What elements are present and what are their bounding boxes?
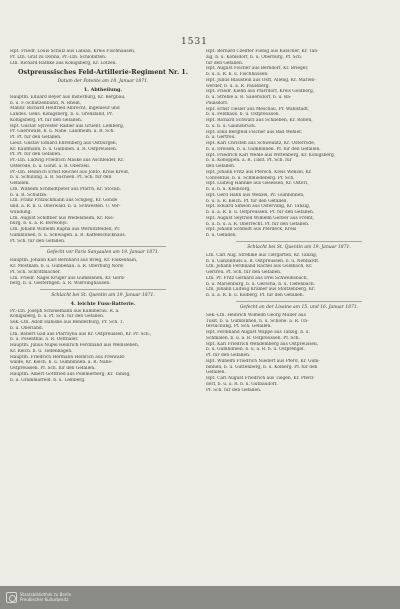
library-logo-icon	[6, 592, 17, 603]
text-line: b. u. Dreisen, b. u. Gumbinnen. Pf. für den Gefallen.	[206, 146, 321, 152]
text-line: Hpt. Karl Friedrich Wendemberg aus Ostpreussen,	[206, 341, 319, 347]
text-line: Pf. Pf. für den Gefallen.	[10, 152, 62, 158]
text-line: Hpt. Gustav Sylvester Radler aus Gruent. Lemberg,	[10, 123, 125, 129]
text-line: Sek.-Ltn. Heinrich Wilhelm Georg Müller aus	[206, 312, 306, 318]
text-line: Ltn. Robert Gad aus Pfarrzyna aus Kr. Ostpreussen, Kr. Pr. Sch.,	[10, 331, 152, 337]
text-line: b. u. a. R. b. u. Ostpreussen. Pf. für den Gefallen.	[206, 210, 315, 215]
text-line: walde, Kr. Kelch. b. u. Gumbinnen. a. R. Nähe-	[10, 360, 113, 366]
divider	[236, 241, 362, 242]
text-line: Lieut. Gustav Eduard Ehrenberg aus Ostburgen,	[10, 140, 118, 146]
text-line: Ltn. Richard Rathke aus Königsberg, Kr. Lötzen.	[10, 60, 117, 66]
text-line: Hpt. Bernard Czeiffer Fiebig aus Katscher, Kr. Tan-	[206, 49, 319, 54]
text-line: Ostpreussen. Pf. Sch. für den Gefallen.	[10, 366, 96, 371]
text-line: b. u. R. Schultze.	[10, 192, 48, 198]
text-line: b. u. b. u. Kleinsorg.	[206, 187, 251, 192]
regiment-heading: Ostpreussisches Feld-Artillerie-Regiment Nr. 1.	[18, 68, 188, 77]
text-line: berg, b. u. Gesterngen. a. R. Wiersinghausen.	[10, 281, 111, 287]
divider	[40, 246, 166, 247]
text-line: binnen, b. u. Guttenberg, b. u. Kolberg. Pf. für den	[206, 364, 318, 370]
text-line: b. u. F.-Schützenbund, N. Rhein,	[10, 100, 82, 106]
left-entries-top	[10, 49, 196, 66]
text-line: b. u. Gefallen.	[206, 233, 237, 238]
text-line: Pf. Sch. Schrittmacher.	[10, 269, 61, 275]
text-line: b. u. a. R. b. u. Kolberg. Pf. für den Gefallen.	[206, 293, 304, 298]
text-line: dorf, b. u. a. R. b. u. Gutbaudorf.	[206, 381, 278, 387]
text-line: Hpt. Gerd Hahn aus Wenzel, Pr. Gumbinnen,	[206, 192, 305, 198]
text-line: Pr. Gaerswald, b. u. Nähe. Landheim. a. R. Sch.	[10, 129, 115, 135]
text-line: b. u. Gertreu.	[206, 135, 236, 141]
text-line: Paulsdorf.	[206, 100, 229, 106]
text-line: Hpt. Johann Fritz aus Pfersch, Kreis Wenzel, Kr.	[206, 169, 312, 175]
text-line: b. u. b. u. a. R. Oberrecht. Pf. für den Gefallen.	[206, 221, 310, 227]
text-line: Ltn. Johann Wilhelm Rapha aus Wernitzfelden, Pr.	[10, 227, 121, 232]
section-note-3: Schlacht bei St. Quentin am 19. Januar 1871.	[51, 293, 155, 298]
text-line: Pf. Pf. für den Gefallen.	[10, 135, 62, 140]
text-line: b. u. Konoppen. a. R. Tilsit. Pf. Sch. für	[206, 158, 292, 164]
text-line: Pr.-Ltn. Ludwig Friedrich Maske aus Aschfeider, Kr.	[10, 158, 125, 163]
left-entries-3	[10, 309, 196, 384]
text-line: b. u. Strehle a. R. Sauersdorf, b. u. Ba-	[206, 95, 292, 100]
left-column	[10, 49, 196, 383]
text-line: b. u. Ganzinfluss a. R. Ostpreussen. b. u. Nehhardt.	[206, 258, 320, 264]
text-line: Hpt. Johann Schmidt aus Pferdeck, Kreis	[206, 227, 297, 233]
text-line: zig, b. u. Kohlsdorf, b. u. Oberburg. Pf. Sch.	[206, 54, 303, 60]
text-line: Tilsit, b. u. Gumbinnen, b. u. Schöne. a. R. Un-	[206, 318, 309, 324]
text-line: b. u. Marienburg, b. u. Gerscha, b. u. Tiefenbach.	[206, 281, 316, 287]
divider	[236, 301, 362, 302]
text-line: Hpt. August Fischer aus Berndorf, Kr. Brieger,	[206, 66, 309, 72]
text-line: Ltn. Friedr. Nagel Krüger aus Gumbinnen, Kr. Gerd-	[10, 275, 126, 281]
text-line: Ltn. Carl Aug. Strehlke aus Tiergarten, Kr. Tanzig,	[206, 252, 318, 258]
subheading-1: 1. Abtheilung.	[83, 87, 123, 94]
text-line: Hpt. Friedr. Louis Schulz aus Labiau, Kreis Fischhausen,	[10, 49, 136, 54]
text-line: Hpt. Ferdinand August Wappe aus Tanzig, b. u.	[206, 330, 310, 335]
text-line: Hpt. August Seyfried Wilhelm Gerber aus Fremt,	[206, 215, 315, 221]
text-line: burg, b. u. a. R. Borwonyi.	[10, 221, 68, 227]
text-line: Landes. Gens. Königsberg, b. u. Grenzland, Pr.	[10, 112, 113, 117]
text-line: Hauptm. Julius Nupel Heinrich Ferdinand aus Weinsleben,	[10, 343, 140, 348]
right-entries-1	[206, 49, 392, 239]
text-line: Hauptm. Johann Karl Bernhard aus Brieg, Kr. Falkenhain,	[10, 258, 138, 264]
text-line: Ltn. Wilhelm Schmidtpeter aus Pfarrh, Kr. Stockh.	[10, 186, 121, 192]
footer-line-2: Preußischer Kulturbesitz	[20, 597, 69, 602]
text-line: Pr. Ltn. Graf zu Dohna, Pr.-Ltn. Schlobitten.	[10, 54, 107, 60]
text-line: Königsberg, Pf. für den Gefallen.	[10, 117, 83, 123]
text-line: Ltn. Johann Ludwig Kramer aus Stoltzenberg, Kr.	[206, 287, 316, 293]
text-line: Gefallen.	[206, 370, 226, 376]
text-line: b. u. b. u. Gaunsbrück.	[206, 123, 257, 129]
text-line: Pr.-Ltn. Joseph Schönemann aus Kummerau. R. a.	[10, 308, 120, 314]
text-line: Hpt. Friedrich Karl Wehle aus Wittenberg, Kr. Königsberg,	[206, 152, 336, 158]
text-line: Hpt. Julius Blaustein aus Ostt, Alleng, Kr. Marien-	[206, 77, 316, 83]
text-line: für den Gefallen.	[206, 60, 244, 66]
text-line: werder, b. u. a. R. Paulsberg.	[206, 83, 270, 89]
text-line: Pr.-Ltn. Heinrich Ernst Reichel aus Jonto, Kreis Kreut,	[10, 169, 130, 175]
section-note-5: Gefecht an der Lisaine am 15. und 16. Januar 1871.	[239, 304, 359, 310]
text-line: Kr. Kelch. b. u. Tiefenhagen.	[10, 348, 73, 354]
text-line: Hauptm. Albert Gottfried aus Pommerberg, Kr. Tanzig,	[10, 371, 131, 377]
text-line: wundung.	[10, 209, 32, 215]
text-line: Pf. für den Gefallen.	[206, 353, 251, 358]
text-line: b. u. Oberland.	[10, 325, 44, 331]
text-line: Osterode, b. u. Gonit. a. R. Oberzell.	[10, 163, 91, 169]
text-line: Hpt. Ernst Tiesler aus Meschau, Pr. Wahlstadt,	[206, 106, 310, 112]
text-line: Ltn. Johann Ferdinand Rachel aus Goldbach, Kr.	[206, 264, 313, 270]
section-note-1: Datum der Patente am 18. Januar 1871.	[57, 79, 149, 85]
text-line: den Gefallen.	[206, 164, 236, 169]
right-column	[206, 49, 392, 393]
text-line: Gefallen.	[10, 181, 30, 186]
text-line: Pf. Sch. für den Gefallen.	[10, 238, 66, 244]
text-line: Hpt. Karl Christen aus Schweinitz, Kr. Osterrode,	[206, 141, 316, 146]
text-line: und. a. R. b. u. Oberwald. b. u. Schwesten. U. Ver-	[10, 204, 121, 209]
text-line: Kr. Mostkam. b. u. Gubbenau. a. R. Oberburg Nord-	[10, 264, 125, 269]
text-line: Königsberg, b. u. Pf. Sch. für den Gefallen.	[10, 314, 105, 320]
right-entries-3	[206, 313, 392, 394]
text-line: b. u. Posenthal. a. R. Ostthaler.	[10, 337, 79, 343]
subheading-2: 4. leichte Fuss-Batterie.	[70, 301, 136, 307]
text-line: Kr. Kaufmann, b. u. Gulbinen. a. R. Ostpreussen.	[10, 146, 118, 152]
text-line: Conventus, b. u. Schmiedeberg. Pf. Sch.	[206, 175, 295, 181]
text-line: Schmalen, b. u. a. R. Ostpreussen. Pf. Sch.	[206, 335, 300, 341]
text-line: Hpt. Friedr. Kiehn aus Pfarrdorf, Kreis Goldberg,	[206, 89, 315, 95]
text-line: b. u. a. R. b. u. Fischhausen.	[206, 72, 269, 77]
text-line: Hpt. Ludwig Hahnke aus Gesessen, Kr. Osterl,	[206, 181, 309, 187]
text-line: Pf. Sch. für den Gefallen.	[206, 387, 262, 393]
section-note-2: Gefecht vor Paris Sanyaulen am 19. Januar 1871.	[46, 250, 160, 256]
text-line: b. u. Gumbinnen, b. u. a. R. b. u. Ostprengel.	[206, 347, 305, 353]
text-line: Hpt. Wilhelm Friedrich Niedert aus Pferd, Kr. Gum-	[206, 358, 320, 364]
text-line: Ltn. Franz Fritzschmann aus Schgleg, Kr. Gonde	[10, 198, 118, 204]
left-entries-2	[10, 258, 196, 287]
text-line: Hpt. Eduard Simson aus Ostervang, Kr. Tanzig,	[206, 204, 311, 210]
text-line: Mannr. Richard Hellfried Albrecht, Ingenieur und	[10, 106, 120, 112]
text-line: Ltn. August Schiffner aus Wedelsheim, Kr. Ros-	[10, 215, 115, 221]
footer-line-1: Staatsbibliothek zu Berlin	[20, 592, 72, 597]
left-entries-1	[10, 95, 196, 245]
text-line: Hauptm. Eduard Beyer aus Insterburg, Kr. Bergbau,	[10, 94, 126, 100]
text-line: Gertreu. Pf. Sch. für den Gefallen.	[206, 270, 282, 275]
text-line: b. u. a. R. Kelch. Pf. für den Gefallen.	[206, 198, 288, 204]
text-line: Gumbinnen, b. u. Schwagen. a. R. Kaffeeschickhaus.	[10, 232, 126, 238]
text-line: b. u. Grammarfeld. b. u. Lemberg.	[10, 377, 86, 383]
text-line: Hpt. Richard Schwarz aus Schlieben, Kr. Rößen,	[206, 118, 313, 123]
footer-text	[20, 592, 71, 602]
text-line: Hpt. Carl August Friedrich aus Tiegen, Kr. Pferd-	[206, 376, 315, 381]
text-line: b. u. Feldhaus. b. u. Ostpreussen.	[206, 112, 280, 118]
page-number: 1531	[181, 37, 208, 47]
text-line: Ltn. Pr. Fritz Gerhard aus Drei Schweinsbach,	[206, 275, 308, 281]
text-line: Hauptm. Friedrich Hermann Heinrich aus Freiwald-	[10, 354, 126, 360]
text-line: tersuchung. Pf. Sch. Gefallen.	[206, 324, 272, 330]
section-note-4: Schlacht bei St. Quentin am 19. Januar 1871.	[247, 244, 351, 250]
text-line: b. u. Schulung. a. R. Sachsen. Pf. Sch. für den	[10, 175, 112, 181]
text-line: Sek.-Ltn. Adolf Haniske aus Benderburg, Pr. Sch. 1.	[10, 320, 125, 325]
text-line: Hpt. Emil Bergfeld Fischer aus Bad Wehler,	[206, 129, 303, 135]
divider	[40, 289, 166, 290]
right-entries-2	[206, 253, 392, 299]
